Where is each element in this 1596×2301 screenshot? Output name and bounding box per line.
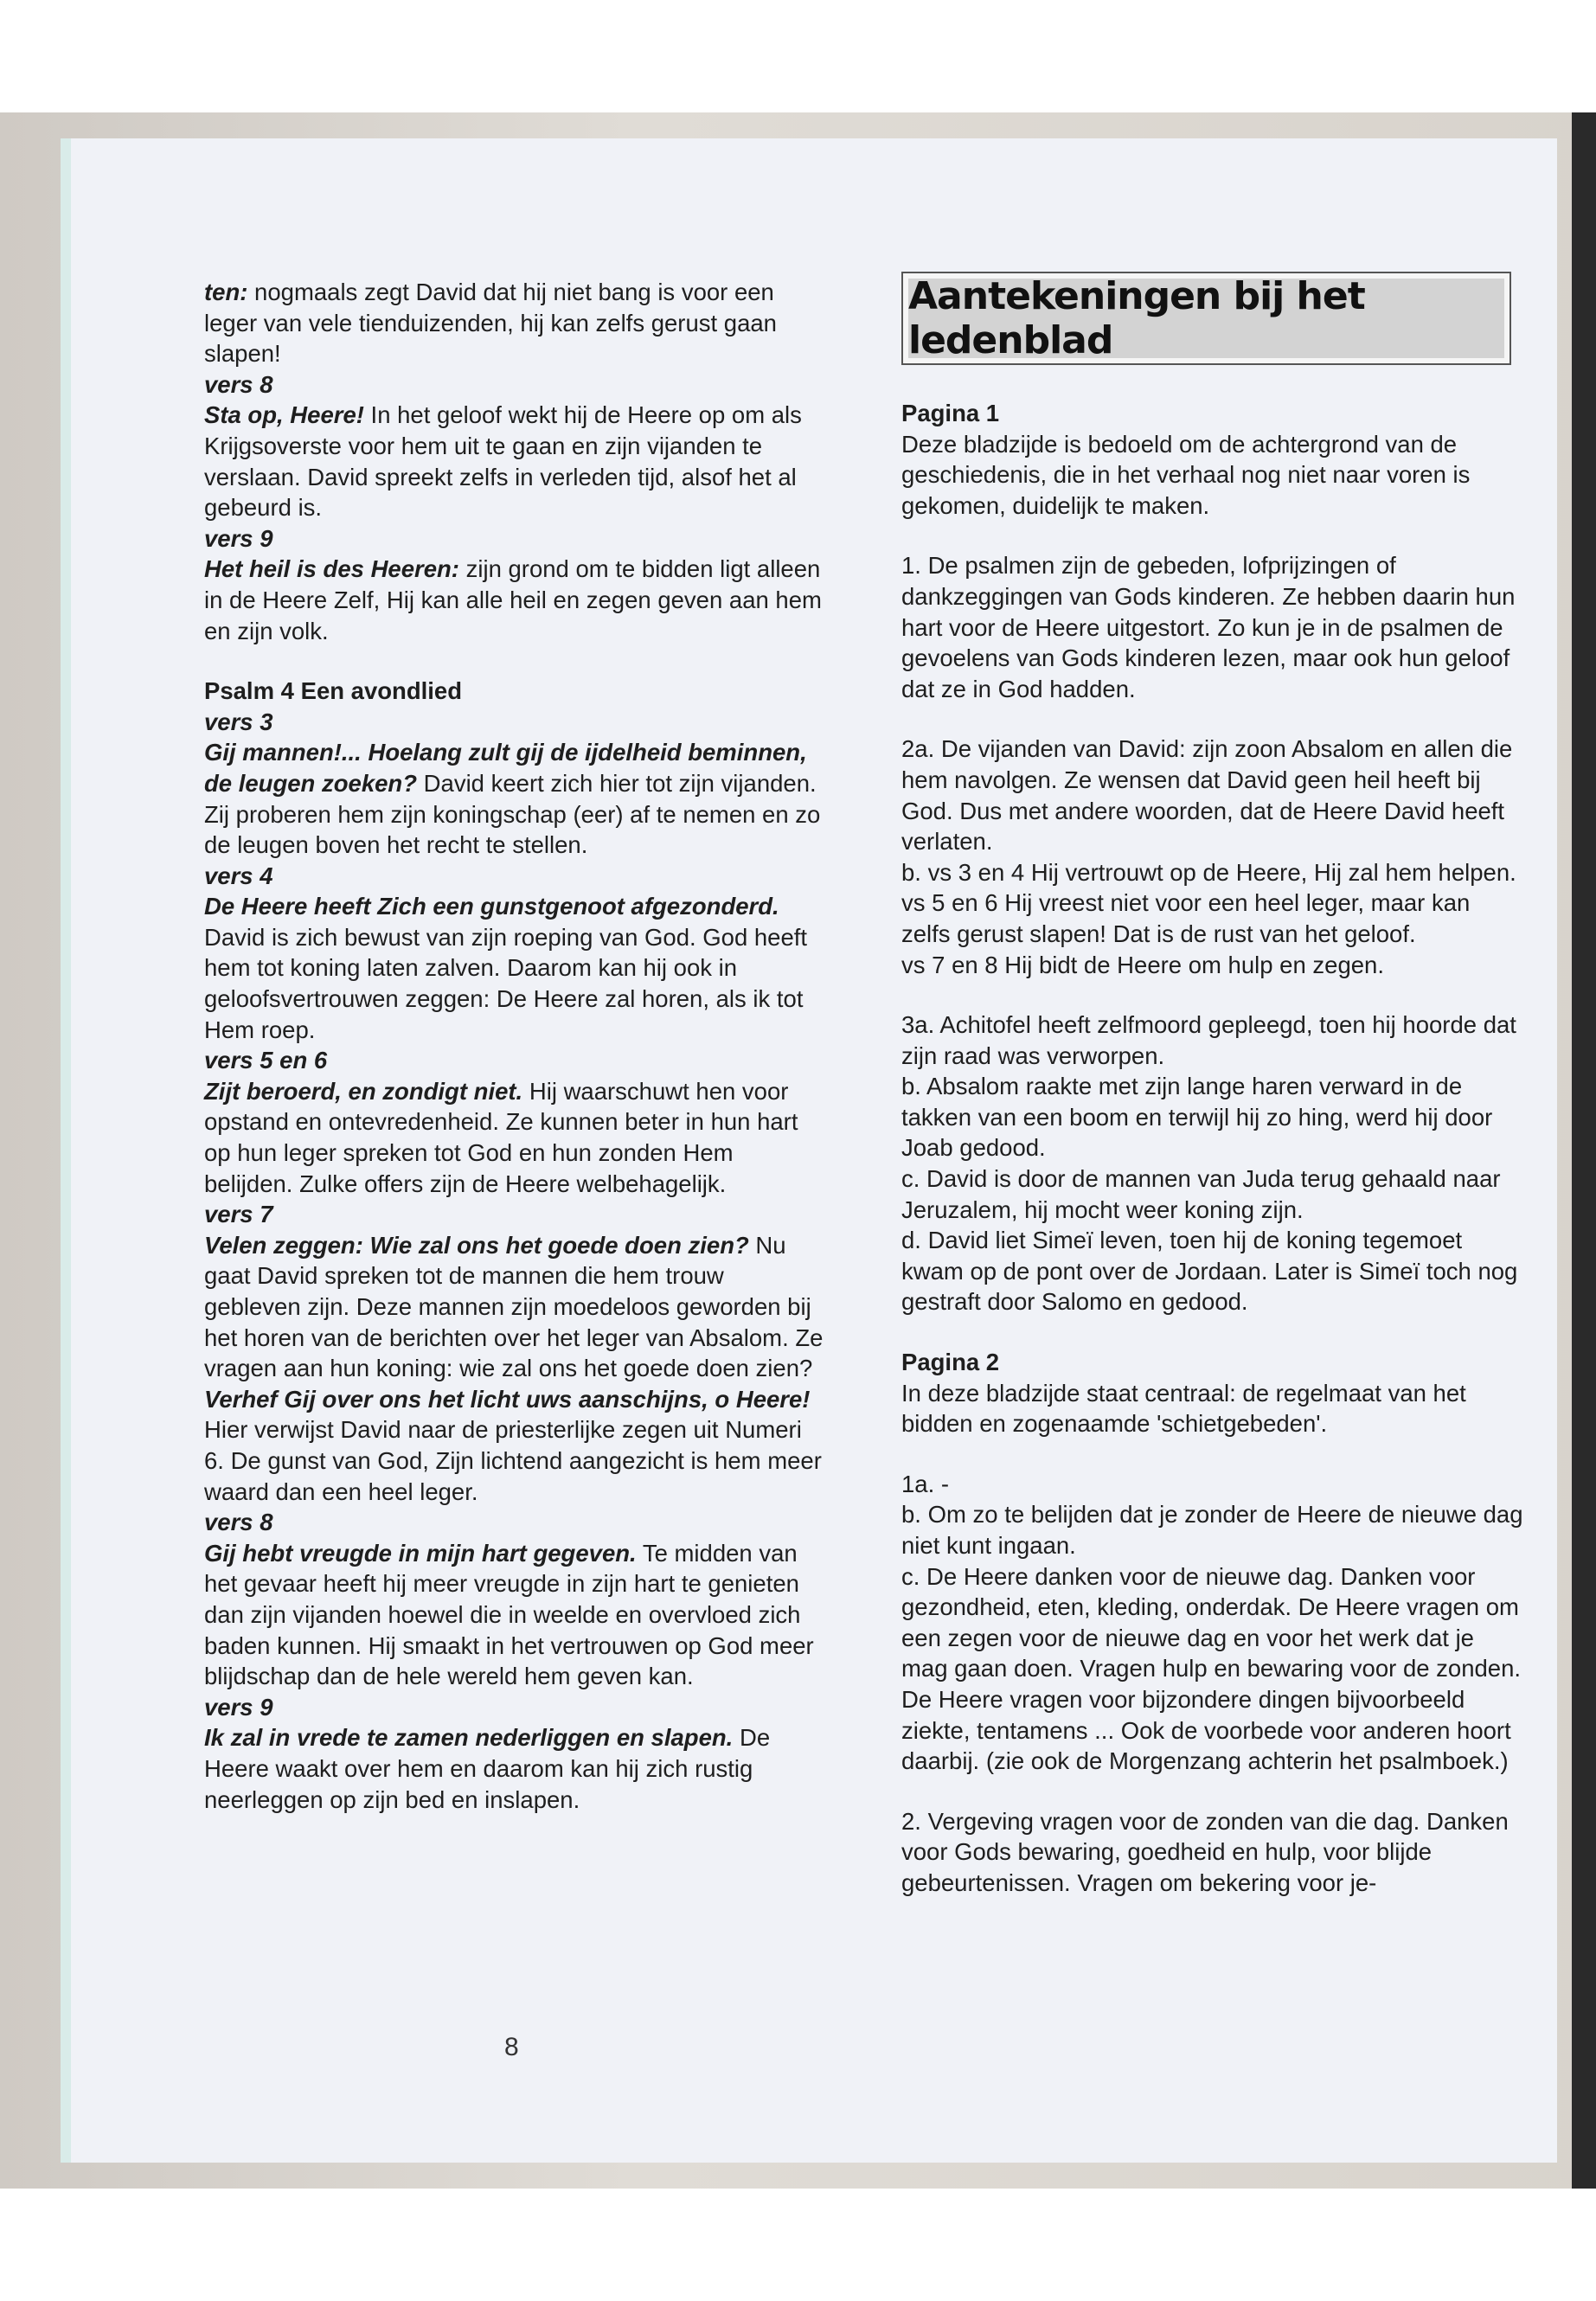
list-item: 2a. De vijanden van David: zijn zoon Absalom en allen die hem navolgen. Ze wensen dat David geen heil heeft bij God. Dus met andere woorden, dat de Heere David heeft verlaten.: [901, 735, 1513, 856]
section-heading: Pagina 2: [901, 1349, 1000, 1376]
verse-heading: vers 8: [204, 1509, 273, 1536]
paragraph: Sta op, Heere! In het geloof wekt hij de Heere op om als Krijgsoverste voor hem uit te gaan en zijn vijanden te verslaan. David spreekt zelfs in verleden tijd, alsof het al gebeurd is.: [204, 401, 802, 522]
right-column: [901, 398, 1524, 1899]
list-item: b. Absalom raakte met zijn lange haren verward in de takken van een boom en terwijl hij zo hing, werd hij door Joab gedood.: [901, 1073, 1493, 1162]
verse-heading: vers 9: [204, 524, 273, 552]
paragraph: Ik zal in vrede te zamen nederliggen en slapen. De Heere waakt over hem en daarom kan hij zich rustig neerleggen op zijn bed en inslapen.: [204, 1724, 771, 1813]
paragraph: Het heil is des Heeren: zijn grond om te bidden ligt alleen in de Heere Zelf, Hij kan alle heil en zegen geven aan hem en zijn volk.: [204, 555, 822, 644]
paragraph: Zijt beroerd, en zondigt niet. Hij waarschuwt hen voor opstand en ontevredenheid. Ze kunnen beter in hun hart op hun leger spreken tot God en hun zonden Hem belijden. Zulke offers zijn de Heere welbehagelijk.: [204, 1077, 798, 1197]
paragraph: De Heere heeft Zich een gunstgenoot afgezonderd. David is zich bewust van zijn roeping van God. God heeft hem tot koning laten zalven. Daarom kan hij ook in geloofsvertrouwen zeggen: De Heere zal horen, als ik tot Hem roep.: [204, 893, 808, 1043]
book-spine-edge: [1572, 112, 1596, 2189]
list-item: c. De Heere danken voor de nieuwe dag. Danken voor gezondheid, eten, kleding, onderdak. De Heere vragen om een zegen voor de nieuwe dag en voor het werk dat je mag gaan doen. Vragen hulp en bewaring voor de zonden. De Heere vragen voor bijzondere dingen bijvoorbeeld ziekte, tentamens ... Ook de voorbede voor anderen hoort daarbij. (zie ook de Morgenzang achterin het psalmboek.): [901, 1562, 1522, 1775]
verse-heading: vers 9: [204, 1693, 273, 1721]
verse-heading: vers 3: [204, 708, 273, 735]
list-item: b. vs 3 en 4 Hij vertrouwt op de Heere, Hij zal hem helpen.: [901, 858, 1516, 886]
list-item: 2. Vergeving vragen voor de zonden van die dag. Danken voor Gods bewaring, goedheid en hulp, voor blijde gebeurtenissen. Vragen om bekering voor je-: [901, 1807, 1509, 1896]
list-item: 3a. Achitofel heeft zelfmoord gepleegd, toen hij hoorde dat zijn raad was verworpen.: [901, 1011, 1516, 1069]
paragraph: Verhef Gij over ons het licht uws aanschijns, o Heere! Hier verwijst David naar de priesterlijke zegen uit Numeri 6. De gunst van God, Zijn lichtend aangezicht is hem meer waard dan een heel leger.: [204, 1385, 822, 1505]
left-column: [204, 277, 827, 1815]
list-item: d. David liet Simeï leven, toen hij de koning tegemoet kwam op de pont over de Jordaan. Later is Simeï toch nog gestraft door Salomo en gedood.: [901, 1227, 1518, 1316]
list-item: 1. De psalmen zijn de gebeden, lofprijzingen of dankzeggingen van Gods kinderen. Ze hebben daarin hun hart voor de Heere uitgestort. Zo kun je in de psalmen de gevoelens van Gods kinderen lezen, maar ook hun geloof dat ze in God hadden.: [901, 552, 1516, 702]
paragraph: Deze bladzijde is bedoeld om de achtergrond van de geschiedenis, die in het verhaal nog niet naar voren is gekomen, duidelijk te maken.: [901, 430, 1471, 519]
section-heading: Pagina 1: [901, 400, 1000, 426]
verse-heading: vers 5 en 6: [204, 1047, 328, 1074]
list-item: b. Om zo te belijden dat je zonder de Heere de nieuwe dag niet kunt ingaan.: [901, 1501, 1523, 1559]
page-title: Aantekeningen bij het ledenblad: [908, 279, 1504, 358]
paragraph: ten: nogmaals zegt David dat hij niet bang is voor een leger van vele tienduizenden, hij kan zelfs gerust gaan slapen!: [204, 279, 777, 368]
section-heading: Psalm 4 Een avondlied: [204, 677, 463, 705]
verse-heading: vers 4: [204, 862, 273, 889]
paragraph: In deze bladzijde staat centraal: de regelmaat van het bidden en zogenaamde 'schietgebeden'.: [901, 1379, 1466, 1438]
verse-heading: vers 8: [204, 370, 273, 398]
page-number: 8: [504, 2033, 519, 2061]
paragraph: Velen zeggen: Wie zal ons het goede doen zien? Nu gaat David spreken tot de mannen die hem trouw gebleven zijn. Deze mannen zijn moedeloos geworden bij het horen van de berichten over het leger van Absalom. Ze vragen aan hun koning: wie zal ons het goede doen zien?: [204, 1231, 824, 1382]
list-item: vs 7 en 8 Hij bidt de Heere om hulp en zegen.: [901, 951, 1384, 978]
list-item: vs 5 en 6 Hij vreest niet voor een heel leger, maar kan zelfs gerust slapen! Dat is de rust van het geloof.: [901, 889, 1471, 947]
verse-heading: vers 7: [204, 1201, 273, 1228]
paragraph: Gij mannen!... Hoelang zult gij de ijdelheid beminnen, de leugen zoeken? David keert zich hier tot zijn vijanden. Zij proberen hem zijn koningschap (eer) af te nemen en zo de leugen boven het recht te stellen.: [204, 739, 821, 859]
paragraph: Gij hebt vreugde in mijn hart gegeven. Te midden van het gevaar heeft hij meer vreugde in zijn hart te genieten dan zijn vijanden hoewel die in weelde en overvloed zich baden kunnen. Hij smaakt in het vertrouwen op God meer blijdschap dan de hele wereld hem geven kan.: [204, 1539, 814, 1690]
list-item: c. David is door de mannen van Juda terug gehaald naar Jeruzalem, hij mocht weer koning zijn.: [901, 1165, 1501, 1223]
list-item: 1a. -: [901, 1470, 950, 1497]
title-box: [901, 272, 1511, 365]
